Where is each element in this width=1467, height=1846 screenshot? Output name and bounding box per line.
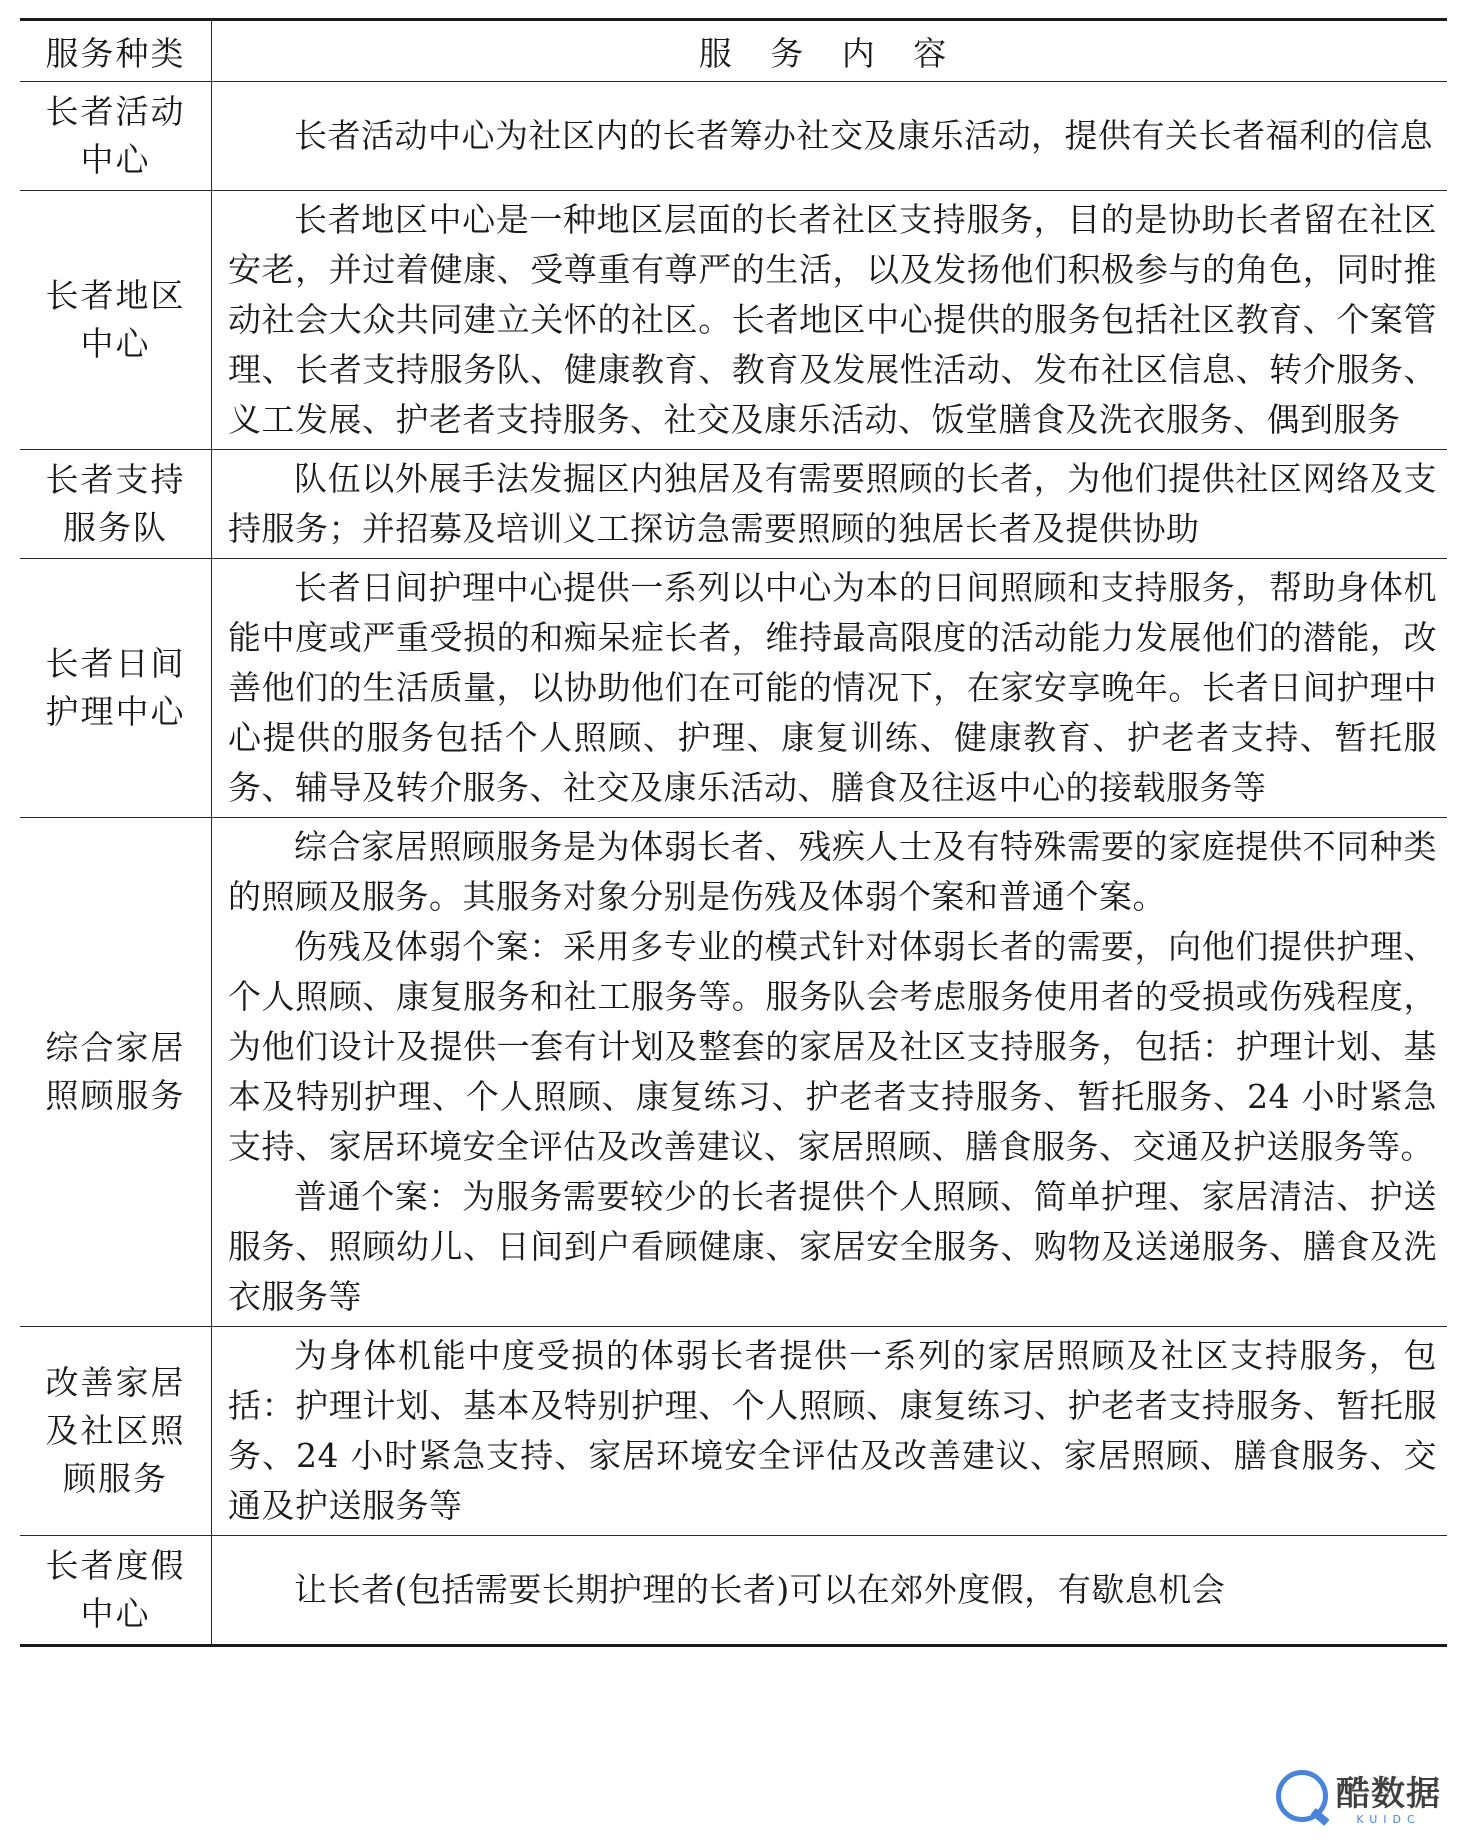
service-type-line: 中心 [80,324,151,363]
table-row [20,559,1447,818]
table-body [20,82,1447,1646]
kuidc-logo-icon [1276,1770,1328,1822]
service-type-line: 长者地区 [45,276,186,315]
service-type-line: 综合家居 [45,1028,186,1067]
service-content-paragraph: 普通个案：为服务需要较少的长者提供个人照顾、简单护理、家居清洁、护送服务、照顾幼儿、日间到户看顾健康、家居安全服务、购物及送递服务、膳食及洗衣服务等 [228,1177,1437,1316]
table-row [20,1536,1447,1646]
service-type-cell [20,559,212,818]
service-content-cell [212,450,1448,559]
service-table [20,18,1447,1647]
service-content-paragraph: 让长者(包括需要长期护理的长者)可以在郊外度假，有歇息机会 [294,1570,1226,1609]
service-table-page [20,18,1447,1647]
service-content-paragraph: 长者日间护理中心提供一系列以中心为本的日间照顾和支持服务，帮助身体机能中度或严重受损的和痴呆症长者，维持最高限度的活动能力发展他们的潜能，改善他们的生活质量，以协助他们在可能的情况下，在家安享晚年。长者日间护理中心提供的服务包括个人照顾、护理、康复训练、健康教育、护老者支持、暂托服务、辅导及转介服务、社交及康乐活动、膳食及往返中心的接载服务等 [228,568,1437,807]
service-type-cell [20,82,212,191]
service-type-line: 长者度假 [45,1546,186,1585]
service-content-cell [212,818,1448,1327]
service-type-line: 改善家居 [45,1363,186,1402]
service-type-line: 长者支持 [45,460,186,499]
table-row [20,191,1447,450]
header-service-type: 服务种类 [20,20,212,82]
service-content-paragraph: 长者地区中心是一种地区层面的长者社区支持服务，目的是协助长者留在社区安老，并过着健康、受尊重有尊严的生活，以及发扬他们积极参与的角色，同时推动社会大众共同建立关怀的社区。长者地区中心提供的服务包括社区教育、个案管理、长者支持服务队、健康教育、教育及发展性活动、发布社区信息、转介服务、义工发展、护老者支持服务、社交及康乐活动、饭堂膳食及洗衣服务、偶到服务 [228,200,1437,439]
service-type-line: 长者日间 [45,644,186,683]
service-content-cell [212,191,1448,450]
service-type-line: 护理中心 [45,692,186,731]
service-type-line: 长者活动 [45,92,186,131]
service-content-cell [212,1536,1448,1646]
watermark-sub: KUIDC [1356,1813,1421,1826]
service-type-cell [20,818,212,1327]
service-type-cell [20,1327,212,1536]
service-type-line: 及社区照 [45,1411,186,1450]
service-content-paragraph: 为身体机能中度受损的体弱长者提供一系列的家居照顾及社区支持服务，包括：护理计划、基本及特别护理、个人照顾、康复练习、护老者支持服务、暂托服务、24 小时紧急支持、家居环境安全评估及改善建议、家居照顾、膳食服务、交通及护送服务等 [228,1336,1437,1525]
service-type-line: 中心 [80,140,151,179]
table-row [20,82,1447,191]
service-content-paragraph: 长者活动中心为社区内的长者筹办社交及康乐活动，提供有关长者福利的信息 [294,116,1433,155]
service-type-cell [20,1536,212,1646]
service-content-cell [212,559,1448,818]
service-content-paragraph: 综合家居照顾服务是为体弱长者、残疾人士及有特殊需要的家庭提供不同种类的照顾及服务。其服务对象分别是伤残及体弱个案和普通个案。 [228,827,1437,916]
table-row [20,450,1447,559]
watermark-name: 酷数据 [1336,1774,1441,1814]
service-type-line: 顾服务 [63,1459,168,1498]
service-type-line: 照顾服务 [45,1076,186,1115]
table-row [20,818,1447,1327]
service-content-cell [212,1327,1448,1536]
watermark [1276,1766,1441,1826]
table-header-row [20,20,1447,82]
header-service-content: 服 务 内 容 [212,20,1448,82]
table-row [20,1327,1447,1536]
service-type-line: 服务队 [63,508,168,547]
service-content-paragraph: 队伍以外展手法发掘区内独居及有需要照顾的长者，为他们提供社区网络及支持服务；并招募及培训义工探访急需要照顾的独居长者及提供协助 [228,459,1437,548]
service-type-cell [20,191,212,450]
service-type-cell [20,450,212,559]
watermark-text [1336,1766,1441,1826]
service-content-cell [212,82,1448,191]
service-content-paragraph: 伤残及体弱个案：采用多专业的模式针对体弱长者的需要，向他们提供护理、个人照顾、康复服务和社工服务等。服务队会考虑服务使用者的受损或伤残程度，为他们设计及提供一套有计划及整套的家居及社区支持服务，包括：护理计划、基本及特别护理、个人照顾、康复练习、护老者支持服务、暂托服务、24 小时紧急支持、家居环境安全评估及改善建议、家居照顾、膳食服务、交通及护送服务等。 [228,927,1437,1166]
service-type-line: 中心 [80,1594,151,1633]
